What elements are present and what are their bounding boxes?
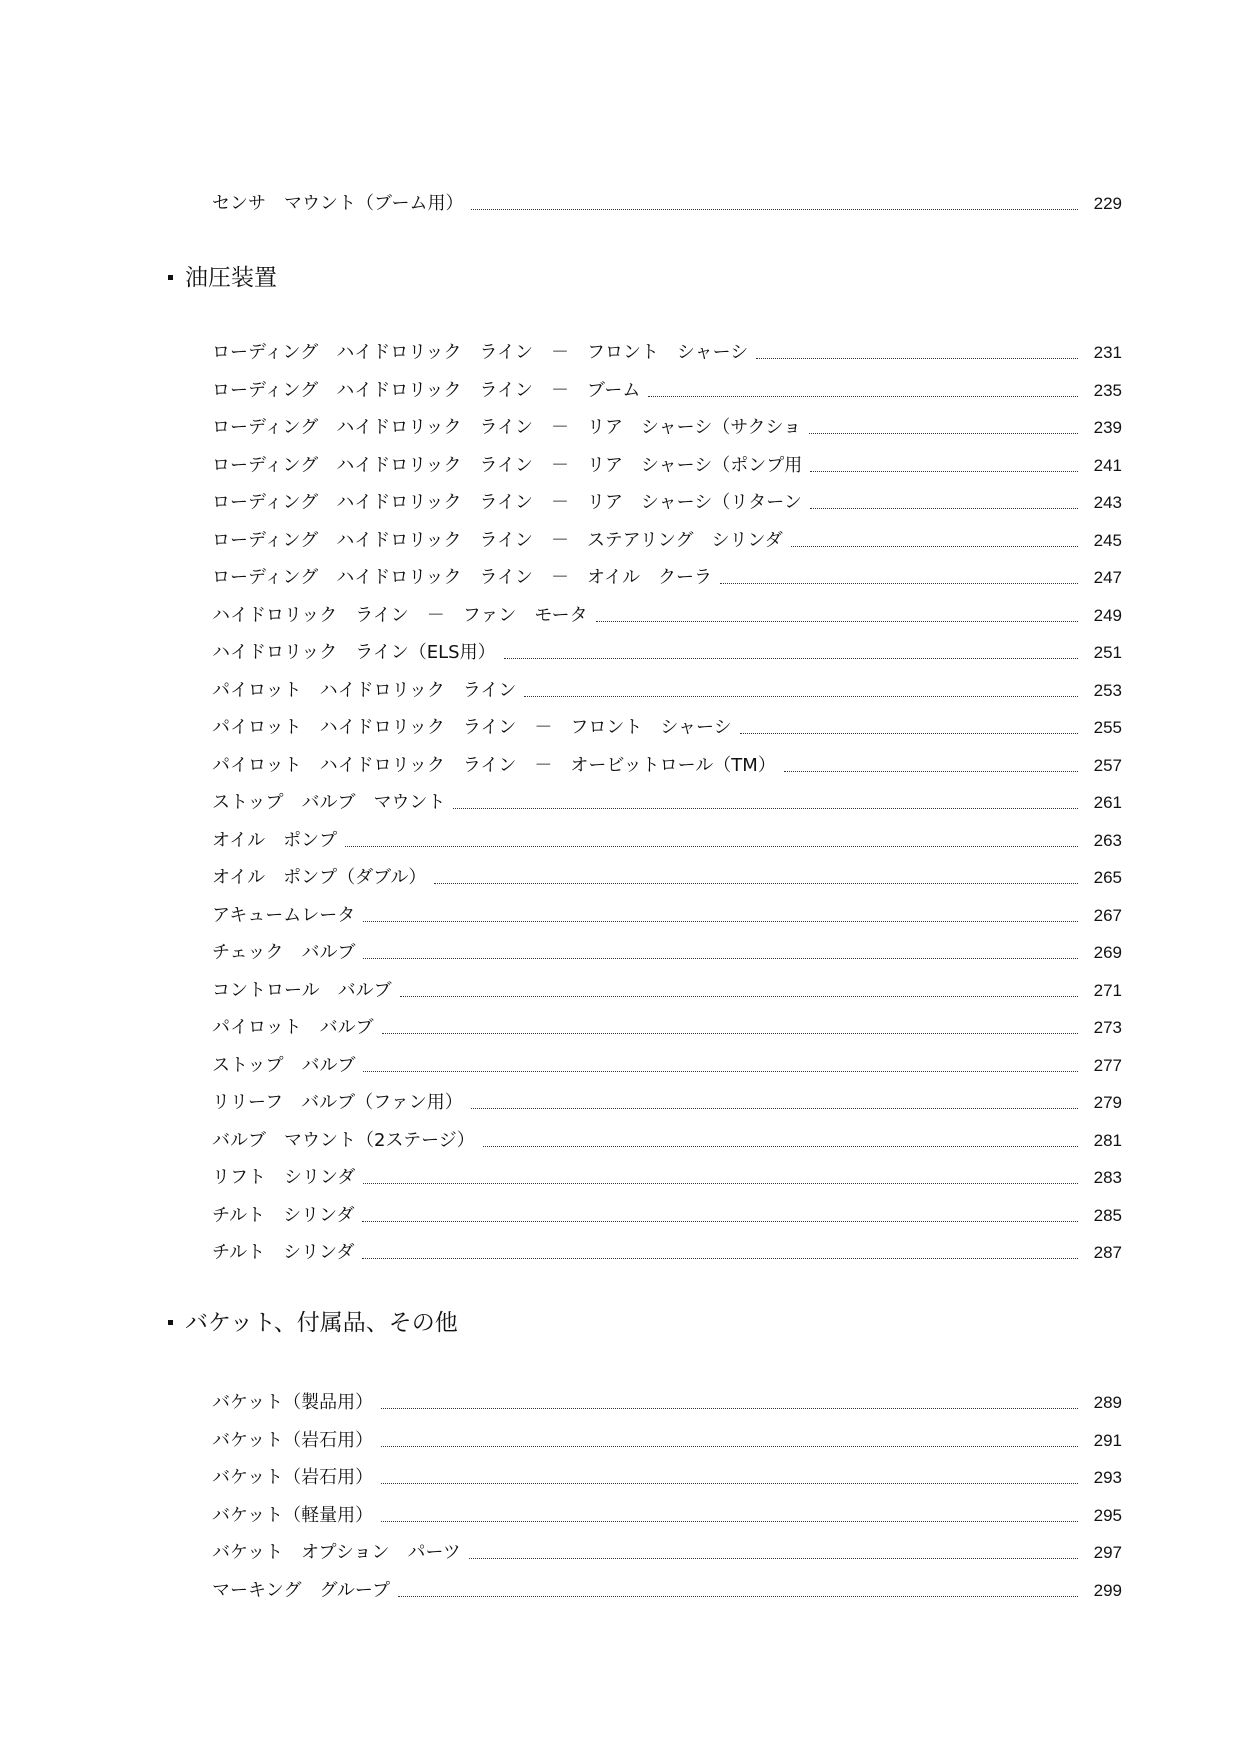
dot-leader <box>398 1596 1078 1597</box>
dot-leader <box>381 1483 1078 1484</box>
toc-entry[interactable] <box>212 678 1122 704</box>
toc-entry[interactable] <box>212 828 1122 854</box>
toc-entry-page: 297 <box>1093 1543 1122 1562</box>
toc-entry-title: コントロール バルブ <box>212 979 392 1001</box>
toc-entry-page: 277 <box>1093 1055 1122 1075</box>
toc-entry[interactable] <box>212 1240 1122 1266</box>
dot-leader <box>483 1146 1078 1147</box>
toc-entry-title: パイロット ハイドロリック ライン － オービットロール（TM） <box>212 754 776 776</box>
toc-entry-page: 279 <box>1093 1093 1122 1112</box>
dot-leader <box>720 583 1078 584</box>
toc-entry-page: 287 <box>1093 1243 1122 1262</box>
toc-entry[interactable] <box>212 1503 1122 1529</box>
toc-entry[interactable] <box>212 340 1122 366</box>
toc-entry[interactable] <box>212 1165 1122 1191</box>
toc-entry[interactable] <box>212 865 1122 891</box>
dot-leader <box>740 733 1078 734</box>
dot-leader <box>381 1446 1078 1447</box>
dot-leader <box>381 1521 1078 1522</box>
toc-entry-title: チェック バルブ <box>212 942 356 963</box>
toc-entry-title: アキュームレータ <box>212 904 356 926</box>
dot-leader <box>363 958 1078 959</box>
toc-entry[interactable] <box>212 1090 1122 1116</box>
toc-entry-title: バケット（岩石用） <box>212 1467 374 1488</box>
dot-leader <box>756 358 1078 359</box>
dot-leader <box>596 621 1078 622</box>
toc-entry[interactable] <box>212 753 1122 779</box>
dot-leader <box>471 1108 1078 1109</box>
toc-entry-page: 241 <box>1093 455 1122 475</box>
toc-entry[interactable] <box>212 603 1122 629</box>
toc-entry-page: 235 <box>1093 380 1122 400</box>
toc-entry-title: マーキング グループ <box>212 1579 391 1601</box>
toc-entry-page: 291 <box>1093 1430 1122 1450</box>
toc-entry-title: ローディング ハイドロリック ライン － フロント シャーシ <box>212 342 749 363</box>
dot-leader <box>648 396 1078 397</box>
dot-leader <box>362 1258 1078 1259</box>
toc-entry[interactable] <box>212 378 1122 404</box>
toc-entry-page: 247 <box>1093 568 1122 587</box>
toc-entry-title: バケット（軽量用） <box>212 1504 374 1526</box>
toc-entry-page: 229 <box>1093 194 1122 213</box>
bullet-icon <box>168 1320 173 1325</box>
toc-entry-title: ローディング ハイドロリック ライン － リア シャーシ（リターン <box>212 492 802 513</box>
toc-entry-page: 273 <box>1093 1018 1122 1037</box>
toc-entry-title: チルト シリンダ <box>212 1204 355 1226</box>
toc-entry[interactable] <box>212 490 1122 516</box>
bullet-icon <box>168 275 173 280</box>
dot-leader <box>363 921 1078 922</box>
toc-entry-page: 261 <box>1093 793 1122 812</box>
dot-leader <box>524 696 1078 697</box>
section-heading-title: バケット、付属品、その他 <box>185 1309 458 1336</box>
dot-leader <box>810 471 1078 472</box>
toc-entry-page: 265 <box>1093 868 1122 887</box>
toc-entry-page: 243 <box>1093 493 1122 512</box>
toc-entry-title: オイル ポンプ <box>212 829 338 851</box>
toc-entry[interactable] <box>212 1203 1122 1229</box>
toc-entry-title: リフト シリンダ <box>212 1167 356 1188</box>
toc-entry-page: 267 <box>1093 905 1122 925</box>
toc-entry[interactable] <box>212 191 1122 217</box>
toc-entry-title: ローディング ハイドロリック ライン － ステアリング シリンダ <box>212 529 783 551</box>
toc-entry-page: 289 <box>1093 1393 1122 1412</box>
toc-entry[interactable] <box>212 415 1122 441</box>
toc-entry-title: ローディング ハイドロリック ライン － リア シャーシ（サクショ <box>212 417 802 438</box>
section-heading <box>168 1303 458 1337</box>
toc-entry-title: ストップ バルブ マウント <box>212 792 446 813</box>
toc-entry-title: オイル ポンプ（ダブル） <box>212 867 427 888</box>
toc-entry[interactable] <box>212 1390 1122 1416</box>
toc-entry[interactable] <box>212 1015 1122 1041</box>
dot-leader <box>434 883 1078 884</box>
toc-entry-page: 255 <box>1093 718 1122 737</box>
toc-entry-title: バケット（製品用） <box>212 1392 374 1413</box>
toc-entry-page: 263 <box>1093 830 1122 850</box>
toc-entry-title: ハイドロリック ライン － ファン モータ <box>212 604 588 626</box>
dot-leader <box>363 1183 1078 1184</box>
toc-entry[interactable] <box>212 940 1122 966</box>
dot-leader <box>400 996 1078 997</box>
toc-entry-title: パイロット ハイドロリック ライン <box>212 679 517 701</box>
toc-entry[interactable] <box>212 640 1122 666</box>
toc-entry-page: 271 <box>1093 980 1122 1000</box>
toc-entry[interactable] <box>212 1465 1122 1491</box>
toc-entry-title: ローディング ハイドロリック ライン － オイル クーラ <box>212 567 713 588</box>
toc-entry-page: 281 <box>1093 1130 1122 1150</box>
dot-leader <box>504 658 1078 659</box>
dot-leader <box>810 508 1078 509</box>
dot-leader <box>791 546 1078 547</box>
dot-leader <box>362 1221 1078 1222</box>
toc-entry-title: ストップ バルブ <box>212 1054 356 1076</box>
toc-entry[interactable] <box>212 528 1122 554</box>
dot-leader <box>784 771 1078 772</box>
toc-entry[interactable] <box>212 1428 1122 1454</box>
toc-entry-page: 249 <box>1093 605 1122 625</box>
toc-entry-title: ローディング ハイドロリック ライン － リア シャーシ（ポンプ用 <box>212 454 803 476</box>
toc-entry-page: 239 <box>1093 418 1122 437</box>
toc-entry-title: バルブ マウント（2ステージ） <box>212 1129 475 1151</box>
toc-entry-title: センサ マウント（ブーム用） <box>212 193 464 214</box>
toc-entry-title: バケット オプション パーツ <box>212 1542 461 1563</box>
toc-entry[interactable] <box>212 1578 1122 1604</box>
toc-entry[interactable] <box>212 1540 1122 1566</box>
toc-entry-title: バケット（岩石用） <box>212 1429 374 1451</box>
toc-entry-page: 245 <box>1093 530 1122 550</box>
toc-entry[interactable] <box>212 565 1122 591</box>
toc-entry-page: 283 <box>1093 1168 1122 1187</box>
toc-entry-title: パイロット バルブ <box>212 1017 374 1038</box>
toc-entry[interactable] <box>212 1128 1122 1154</box>
toc-entry-title: チルト シリンダ <box>212 1242 355 1263</box>
toc-entry-page: 253 <box>1093 680 1122 700</box>
dot-leader <box>382 1033 1078 1034</box>
toc-entry-page: 299 <box>1093 1580 1122 1600</box>
toc-entry-page: 257 <box>1093 755 1122 775</box>
toc-entry-page: 293 <box>1093 1468 1122 1487</box>
toc-entry[interactable] <box>212 790 1122 816</box>
dot-leader <box>809 433 1078 434</box>
toc-entry-page: 285 <box>1093 1205 1122 1225</box>
toc-entry-title: ハイドロリック ライン（ELS用） <box>212 642 496 663</box>
toc-entry-page: 269 <box>1093 943 1122 962</box>
dot-leader <box>453 808 1078 809</box>
dot-leader <box>469 1558 1078 1559</box>
toc-entry-title: ローディング ハイドロリック ライン － ブーム <box>212 379 641 401</box>
toc-entry[interactable] <box>212 903 1122 929</box>
section-heading-title: 油圧装置 <box>185 264 277 291</box>
toc-entry[interactable] <box>212 1053 1122 1079</box>
toc-entry-title: リリーフ バルブ（ファン用） <box>212 1092 463 1113</box>
toc-entry-page: 295 <box>1093 1505 1122 1525</box>
dot-leader <box>381 1408 1078 1409</box>
toc-entry-title: パイロット ハイドロリック ライン － フロント シャーシ <box>212 717 732 738</box>
toc-entry[interactable] <box>212 453 1122 479</box>
toc-entry-page: 231 <box>1093 343 1122 362</box>
toc-entry-page: 251 <box>1093 643 1122 662</box>
toc-entry[interactable] <box>212 978 1122 1004</box>
dot-leader <box>363 1071 1078 1072</box>
section-heading <box>168 258 277 292</box>
toc-entry[interactable] <box>212 715 1122 741</box>
dot-leader <box>471 209 1078 210</box>
dot-leader <box>345 846 1078 847</box>
